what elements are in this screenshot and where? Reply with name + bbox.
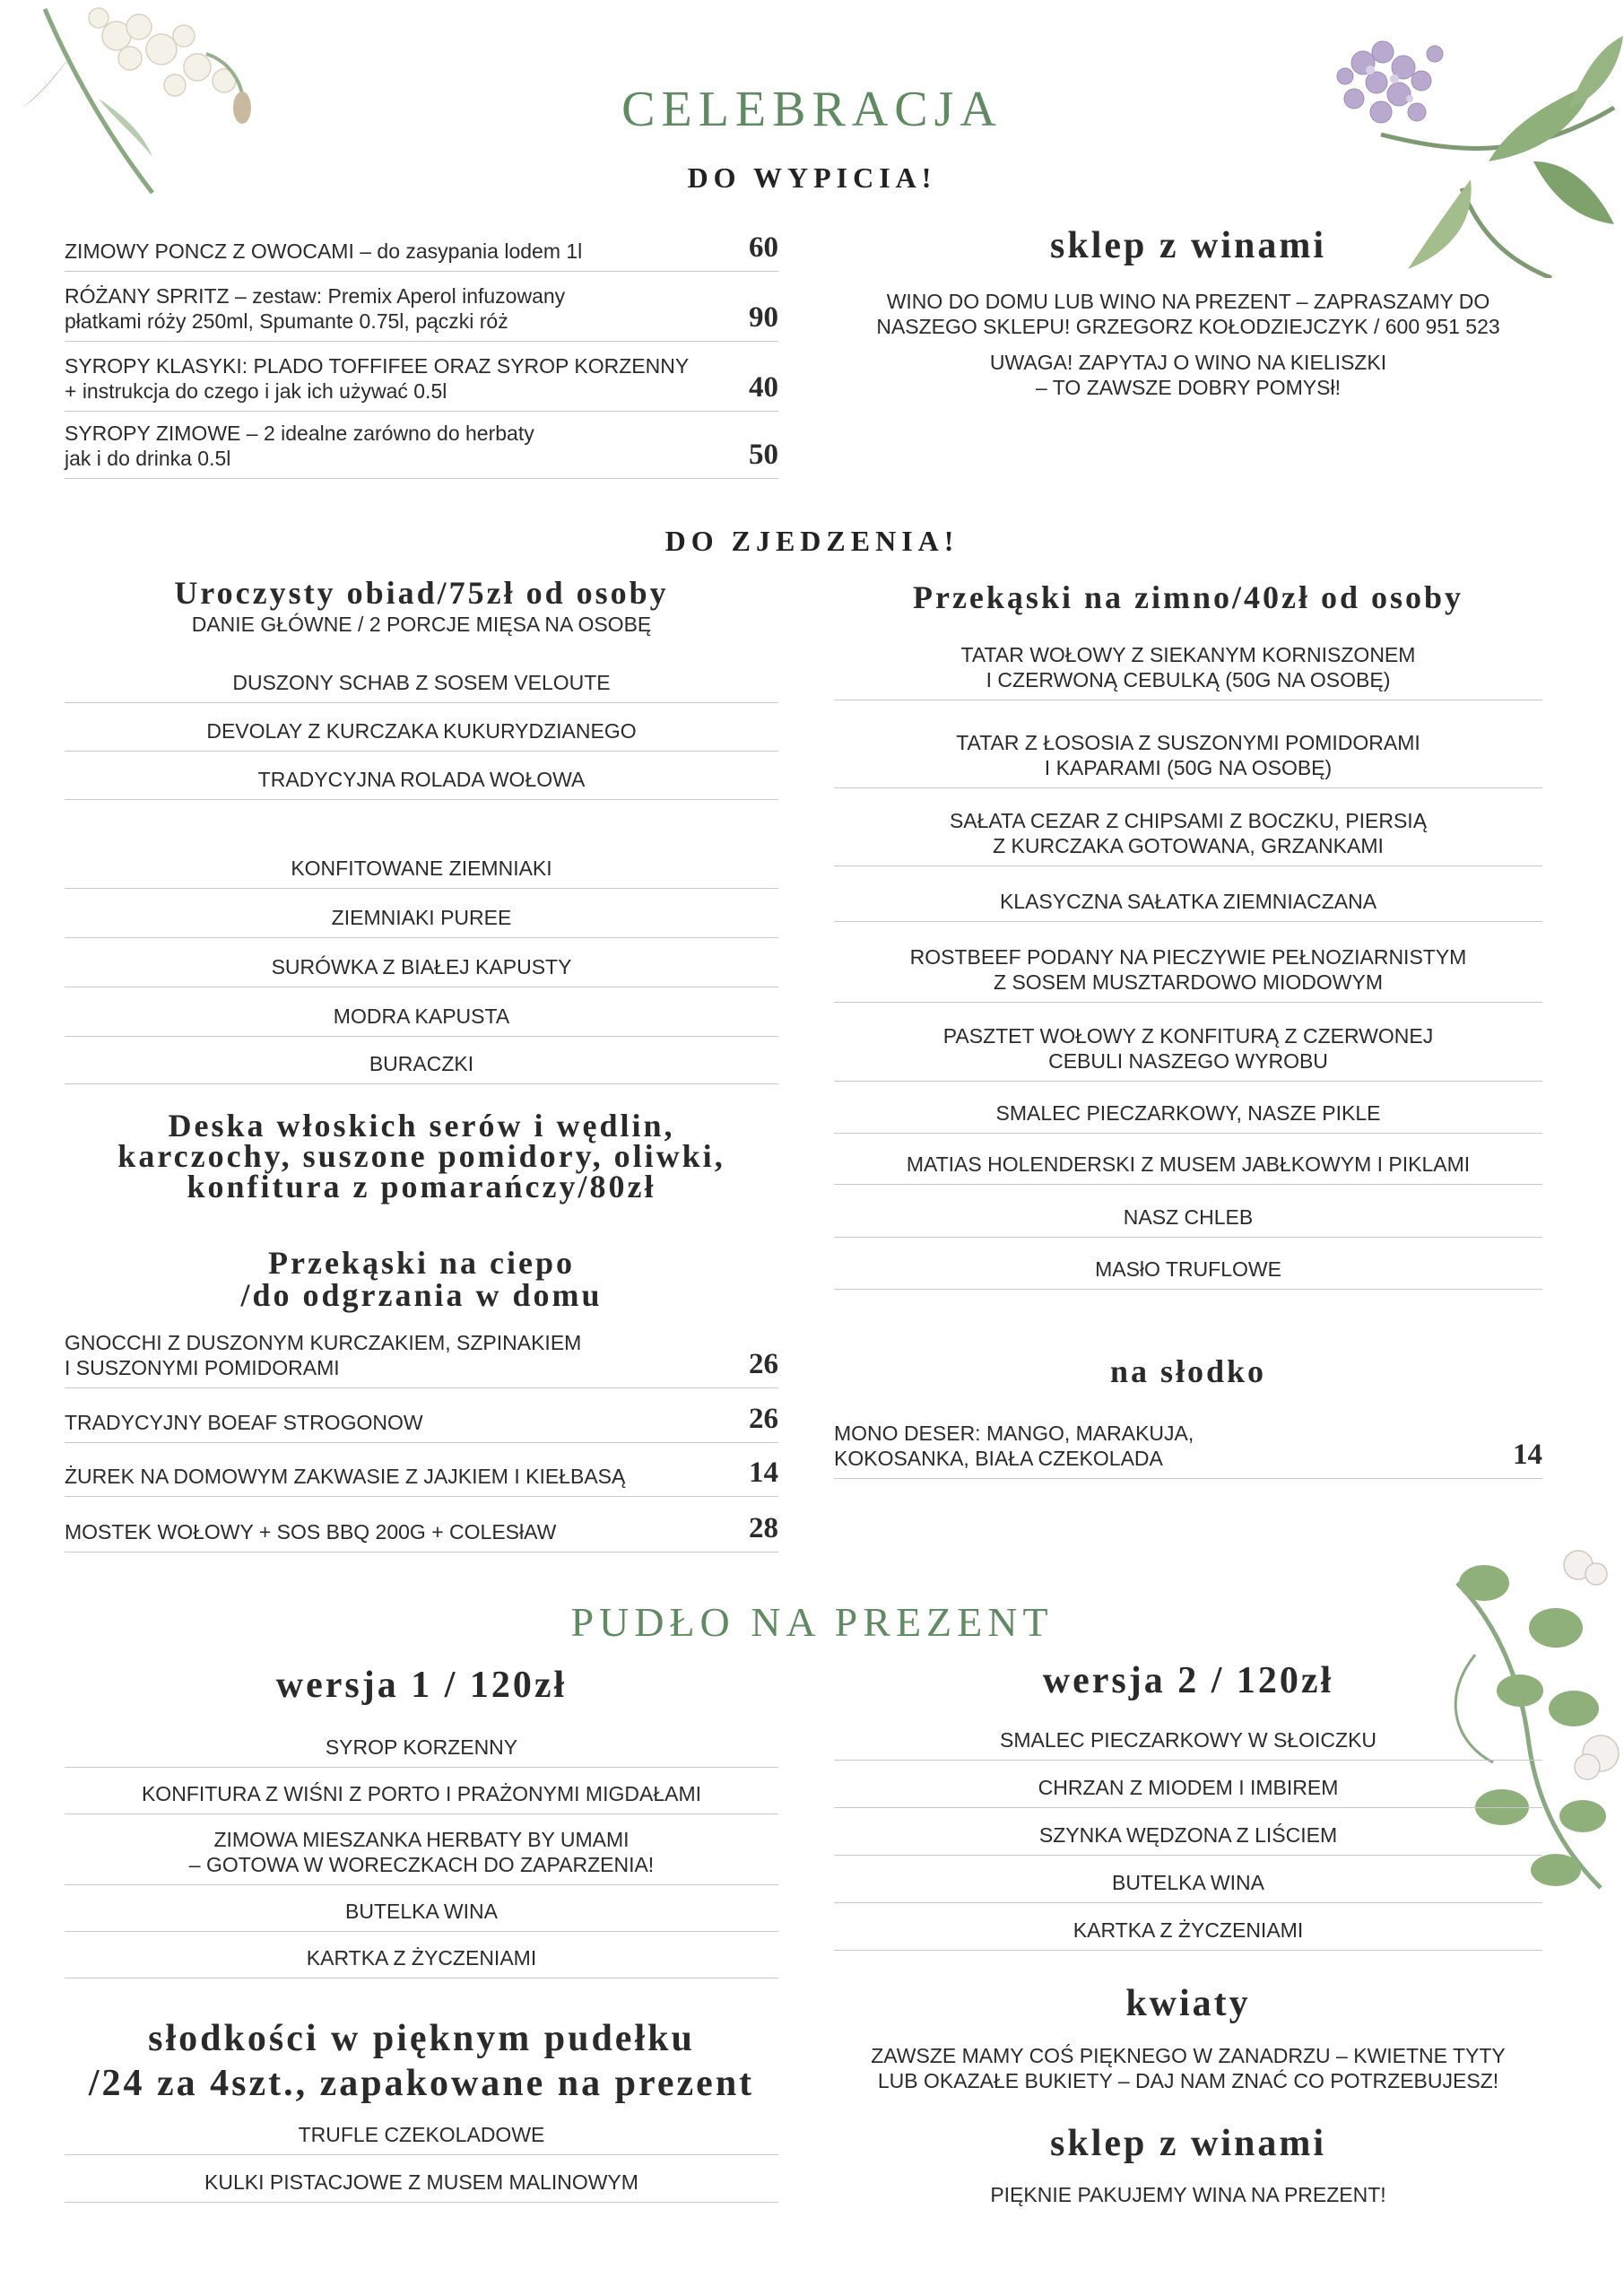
drink-item-price: 50 [749, 439, 778, 471]
dinner-main-item-label: DUSZONY SCHAB Z SOSEM VELOUTE [232, 671, 611, 694]
dinner-side-item-label: ZIEMNIAKI PUREE [331, 906, 512, 929]
drink-item [65, 220, 778, 272]
drink-item [65, 411, 778, 479]
dinner-main-item-label: DEVOLAY Z KURCZAKA KUKURYDZIANEGO [206, 719, 637, 743]
warm-item [65, 1318, 778, 1388]
warm-item-price: 14 [749, 1457, 778, 1489]
warm-item-price: 26 [749, 1403, 778, 1435]
cold-item-label: MASłO TRUFLOWE [1095, 1257, 1281, 1281]
gift-v2-item-label: SMALEC PIECZARKOWY W SŁOICZKU [999, 1728, 1377, 1752]
sweets-box-item-label: KULKI PISTACJOWE Z MUSEM MALINOWYM [204, 2170, 638, 2194]
gift-v2-item [834, 1807, 1542, 1856]
gift-v2-item-label: SZYNKA WĘDZONA Z LIŚCIEM [1038, 1823, 1338, 1847]
cold-item [834, 1133, 1542, 1185]
cold-item [834, 921, 1542, 1003]
dinner-main-item [65, 655, 778, 703]
warm-item-label: MOSTEK WOŁOWY + SOS BBQ 200G + COLESłAW [65, 1520, 557, 1544]
drink-item-price: 60 [749, 231, 778, 264]
dinner-main-item-label: TRADYCYJNA ROLADA WOŁOWA [257, 768, 586, 791]
dinner-side-item-label: KONFITOWANE ZIEMNIAKI [291, 857, 552, 880]
dinner-side-item-label: SURÓWKA Z BIAŁEJ KAPUSTY [271, 955, 572, 978]
gift-v2-heading: wersja 2 / 120zł [1042, 1660, 1334, 1701]
gift-v2-item-label: KARTKA Z ŻYCZENIAMI [1073, 1918, 1304, 1942]
gift-wine-heading: sklep z winami [1049, 2123, 1327, 2164]
sweets-box-item-label: TRUFLE CZEKOLADOWE [298, 2123, 545, 2146]
drink-item [65, 271, 778, 342]
gift-v2-item [834, 1713, 1542, 1761]
cold-item-label: MATIAS HOLENDERSKI Z MUSEM JABŁKOWYM I PIKLAMI [906, 1152, 1471, 1176]
gift-v1-item-label: SYROP KORZENNY [325, 1735, 518, 1759]
dinner-main-item [65, 751, 778, 800]
drinks-heading: DO WYPICIA! [687, 161, 937, 194]
drink-item-label: ZIMOWY PONCZ Z OWOCAMI – do zasypania lodem 1l [65, 239, 583, 263]
gift-heading: PUDŁO NA PREZENT [570, 1599, 1054, 1645]
gift-v1-item [65, 1720, 778, 1768]
dinner-side-item [65, 1036, 778, 1084]
cold-item-label: PASZTET WOŁOWY Z KONFITURĄ Z CZERWONEJ CEBULI NASZEGO WYROBU [942, 1024, 1434, 1073]
cold-item [834, 1081, 1542, 1134]
gift-v1-item-label: KARTKA Z ŻYCZENIAMI [306, 1946, 537, 1970]
warm-item-label: GNOCCHI Z DUSZONYM KURCZAKIEM, SZPINAKIEM I SUSZONYMI POMIDORAMI [65, 1331, 582, 1379]
wine-shop-text: WINO DO DOMU LUB WINO NA PREZENT – ZAPRASZAMY DO NASZEGO SKLEPU! GRZEGORZ KOŁODZIEJCZYK / 600 951 523 [876, 290, 1500, 338]
warm-item-label: TRADYCYJNY BOEAF STROGONOW [65, 1411, 423, 1434]
dinner-side-item [65, 888, 778, 938]
gift-wine-text: PIĘKNIE PAKUJEMY WINA NA PREZENT! [990, 2183, 1386, 2206]
drink-item-price: 40 [749, 371, 778, 404]
cold-item [834, 1002, 1542, 1082]
cold-item [834, 1237, 1542, 1290]
cold-item-label: TATAR WOŁOWY Z SIEKANYM KORNISZONEM I CZERWONĄ CEBULKĄ (50G NA OSOBĘ) [960, 643, 1416, 691]
gift-v1-item [65, 1813, 778, 1885]
cold-item-label: NASZ CHLEB [1123, 1205, 1254, 1229]
drink-item-label: RÓŻANY SPRITZ – zestaw: Premix Aperol infuzowany płatkami róży 250ml, Spumante 0.75l, pączki róż [65, 284, 566, 333]
warm-item-label: ŻUREK NA DOMOWYM ZAKWASIE Z JAJKIEM I KIEŁBASĄ [65, 1465, 626, 1488]
sweets-box-heading: słodkości w pięknym pudełku /24 za 4szt., zapakowane na prezent [88, 2018, 755, 2104]
sweet-item-label: MONO DESER: MANGO, MARAKUJA, KOKOSANKA, BIAŁA CZEKOLADA [834, 1422, 1194, 1470]
drink-item-label: SYROPY KLASYKI: PLADO TOFFIFEE ORAZ SYROP KORZENNY + instrukcja do czego i jak ich używać 0.5l [65, 354, 690, 403]
cold-item [834, 865, 1542, 922]
gift-v2-item [834, 1855, 1542, 1903]
cold-item-label: SMALEC PIECZARKOWY, NASZE PIKLE [995, 1101, 1381, 1125]
gift-v2-item [834, 1760, 1542, 1808]
dinner-subheading: DANIE GŁÓWNE / 2 PORCJE MIĘSA NA OSOBĘ [191, 613, 652, 636]
cold-item-label: TATAR Z ŁOSOSIA Z SUSZONYMI POMIDORAMI I KAPARAMI (50G NA OSOBĘ) [956, 731, 1420, 779]
page-title: CELEBRACJA [621, 82, 1003, 137]
flowers-text: ZAWSZE MAMY COŚ PIĘKNEGO W ZANADRZU – KWIETNE TYTY LUB OKAZAŁE BUKIETY – DAJ NAM ZNAĆ CO POTRZEBUJESZ! [871, 2044, 1506, 2092]
warm-item [65, 1442, 778, 1497]
gift-v2-item-label: CHRZAN Z MIODEM I IMBIREM [1038, 1776, 1339, 1799]
warm-heading: Przekąski na ciepo /do odgrzania w domu [240, 1245, 603, 1313]
gift-v1-item [65, 1767, 778, 1814]
warm-item [65, 1387, 778, 1443]
cold-item [834, 1184, 1542, 1238]
dinner-side-item [65, 987, 778, 1037]
cold-heading: Przekąski na zimno/40zł od osoby [912, 579, 1464, 615]
dinner-side-item-label: MODRA KAPUSTA [333, 1004, 510, 1028]
cold-item-label: ROSTBEEF PODANY NA PIECZYWIE PEŁNOZIARNISTYM Z SOSEM MUSZTARDOWO MIODOWYM [909, 945, 1467, 994]
gift-v1-item-label: ZIMOWA MIESZANKA HERBATY BY UMAMI – GOTOWA W WORECZKACH DO ZAPARZENIA! [188, 1828, 655, 1876]
gift-v2-item [834, 1902, 1542, 1951]
gift-v1-item-label: BUTELKA WINA [345, 1900, 498, 1923]
drink-item-label: SYROPY ZIMOWE – 2 idealne zarówno do herbaty jak i do drinka 0.5l [65, 422, 534, 470]
gift-v1-item [65, 1884, 778, 1932]
cold-item-label: KLASYCZNA SAŁATKA ZIEMNIACZANA [999, 890, 1377, 913]
sweets-box-item [65, 2108, 778, 2155]
sweet-item-price: 14 [1513, 1439, 1542, 1471]
gift-v1-item [65, 1931, 778, 1979]
dinner-heading: Uroczysty obiad/75zł od osoby [174, 575, 669, 611]
board-heading: Deska włoskich serów i wędlin, karczochy, suszone pomidory, oliwki, konfitura z pomarańczy/80zł [117, 1108, 725, 1205]
dinner-side-item [65, 937, 778, 987]
gift-v1-heading: wersja 1 / 120zł [275, 1665, 568, 1706]
cold-item-label: SAŁATA CEZAR Z CHIPSAMI Z BOCZKU, PIERSIĄ Z KURCZAKA GOTOWANA, GRZANKAMI [949, 809, 1428, 857]
sweets-box-item [65, 2154, 778, 2203]
dinner-main-item [65, 702, 778, 752]
flowers-heading: kwiaty [1125, 1983, 1251, 2024]
food-heading: DO ZJEDZENIA! [664, 525, 960, 557]
sweet-heading: na słodko [1109, 1353, 1267, 1389]
dinner-side-item [65, 839, 778, 889]
drink-item [65, 341, 778, 412]
wine-shop-heading: sklep z winami [1049, 225, 1327, 266]
warm-item [65, 1496, 778, 1552]
gift-v1-item-label: KONFITURA Z WIŚNI Z PORTO I PRAŻONYMI MIGDAŁAMI [141, 1782, 702, 1805]
wine-shop-note: UWAGA! ZAPYTAJ O WINO NA KIELISZKI – TO ZAWSZE DOBRY POMYSł! [989, 351, 1387, 399]
sweet-item [834, 1404, 1542, 1479]
warm-item-price: 28 [749, 1512, 778, 1544]
gift-v2-item-label: BUTELKA WINA [1112, 1871, 1264, 1894]
drink-item-price: 90 [749, 301, 778, 334]
dinner-side-item-label: BURACZKI [369, 1052, 474, 1075]
cold-item [834, 628, 1542, 700]
cold-item [834, 700, 1542, 788]
warm-item-price: 26 [749, 1348, 778, 1380]
cold-item [834, 787, 1542, 866]
